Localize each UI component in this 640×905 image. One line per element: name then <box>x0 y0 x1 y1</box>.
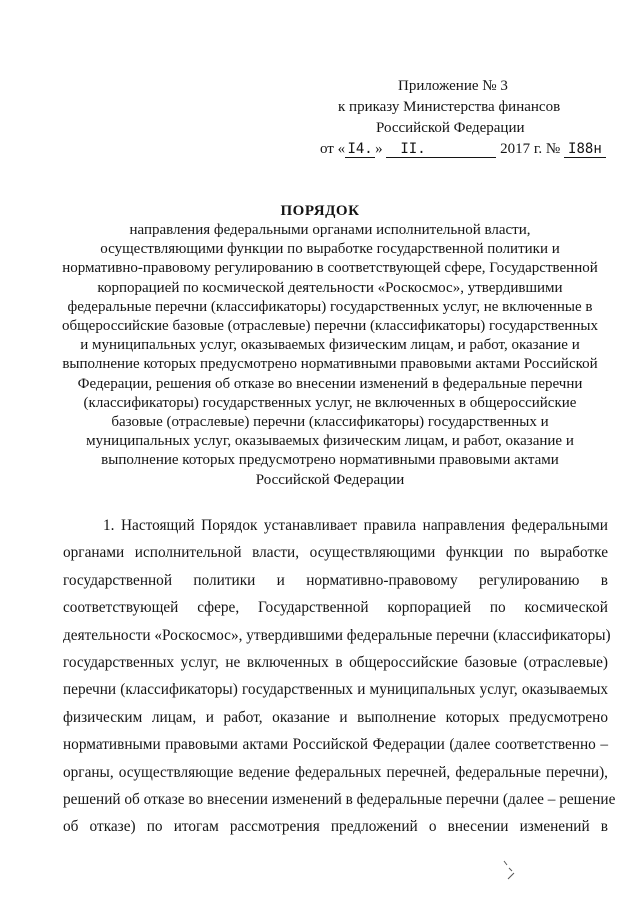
order-reference: к приказу Министерства финансов <box>338 99 561 115</box>
body-paragraph <box>63 512 616 841</box>
subtitle-line: федеральные перечни (классификаторы) государственных услуг, не включенные в <box>67 298 593 315</box>
subtitle-line: направления федеральными органами исполнительной власти, <box>129 222 531 238</box>
subtitle-line: базовые (отраслевые) перечни (классификаторы) государственных и <box>111 414 549 431</box>
appendix-number: Приложение № 3 <box>398 78 508 94</box>
body-line: органы, осуществляющие ведение федеральных перечней, федеральные перечни), <box>63 763 608 781</box>
body-line: перечни (классификаторы) государственных и муниципальных услуг, оказываемых <box>63 681 608 699</box>
subtitle-line: выполнение которых предусмотрено нормативными правовыми актами Российской <box>62 356 598 373</box>
body-line: об отказе) по итогам рассмотрения предложений о внесении изменений в <box>63 818 608 836</box>
subtitle-line: муниципальных услуг, оказываемых физическим лицам, и работ, оказание и <box>86 433 574 450</box>
body-line: деятельности «Роскосмос», утвердившими федеральные перечни (классификаторы) <box>63 626 611 644</box>
order-day: I4. <box>345 141 375 158</box>
ministry-country: Российской Федерации <box>376 120 525 136</box>
body-line: физическим лицам, и работ, оказание и выполнение которых предусмотрено <box>63 708 608 726</box>
body-line: 1. Настоящий Порядок устанавливает правила направления федеральными <box>103 517 608 534</box>
subtitle-line: корпорацией по космической деятельности «Роскосмос», утвердившими <box>97 279 563 296</box>
subtitle-line: (классификаторы) государственных услуг, не включенных в общероссийские <box>83 394 577 411</box>
subtitle-line: нормативно-правовому регулированию в соответствующей сфере, Государственной <box>62 260 598 277</box>
document-subtitle <box>60 221 600 490</box>
order-year: 2017 г. № <box>500 141 561 157</box>
subtitle-line: общероссийские базовые (отраслевые) перечни (классификаторы) государственных <box>61 318 598 335</box>
date-prefix: от « <box>320 141 346 157</box>
subtitle-line: Российской Федерации <box>255 471 405 488</box>
body-line: решений об отказе во внесении изменений в федеральные перечни (далее – решение <box>63 791 616 809</box>
order-number: I88н <box>564 141 606 158</box>
subtitle-line: Федерации, решения об отказе во внесении изменений в федеральные перечни <box>77 375 583 392</box>
body-line: государственной политики и нормативно-правовому регулированию в <box>63 571 608 589</box>
subtitle-line: выполнение которых предусмотрено нормативными правовыми актами <box>101 452 559 469</box>
subtitle-line: и муниципальных услуг, оказываемых физическим лицам, и работ, оказание и <box>80 337 580 354</box>
body-line: государственных услуг, не включенных в общероссийские базовые (отраслевые) <box>63 654 608 672</box>
handwritten-mark <box>500 858 520 880</box>
body-line: органами исполнительной власти, осуществляющими функции по выработке <box>63 544 608 562</box>
order-date-line <box>320 139 600 160</box>
date-quote-close: » <box>375 141 383 157</box>
body-line: нормативными правовыми актами Российской Федерации (далее соответственно – <box>63 736 608 754</box>
body-line: соответствующей сфере, Государственной корпорацией по космической <box>63 599 608 617</box>
appendix-header <box>320 76 600 160</box>
subtitle-line: осуществляющими функции по выработке государственной политики и <box>100 241 560 258</box>
order-month: II. <box>386 141 496 158</box>
document-title: ПОРЯДОК <box>280 203 360 219</box>
